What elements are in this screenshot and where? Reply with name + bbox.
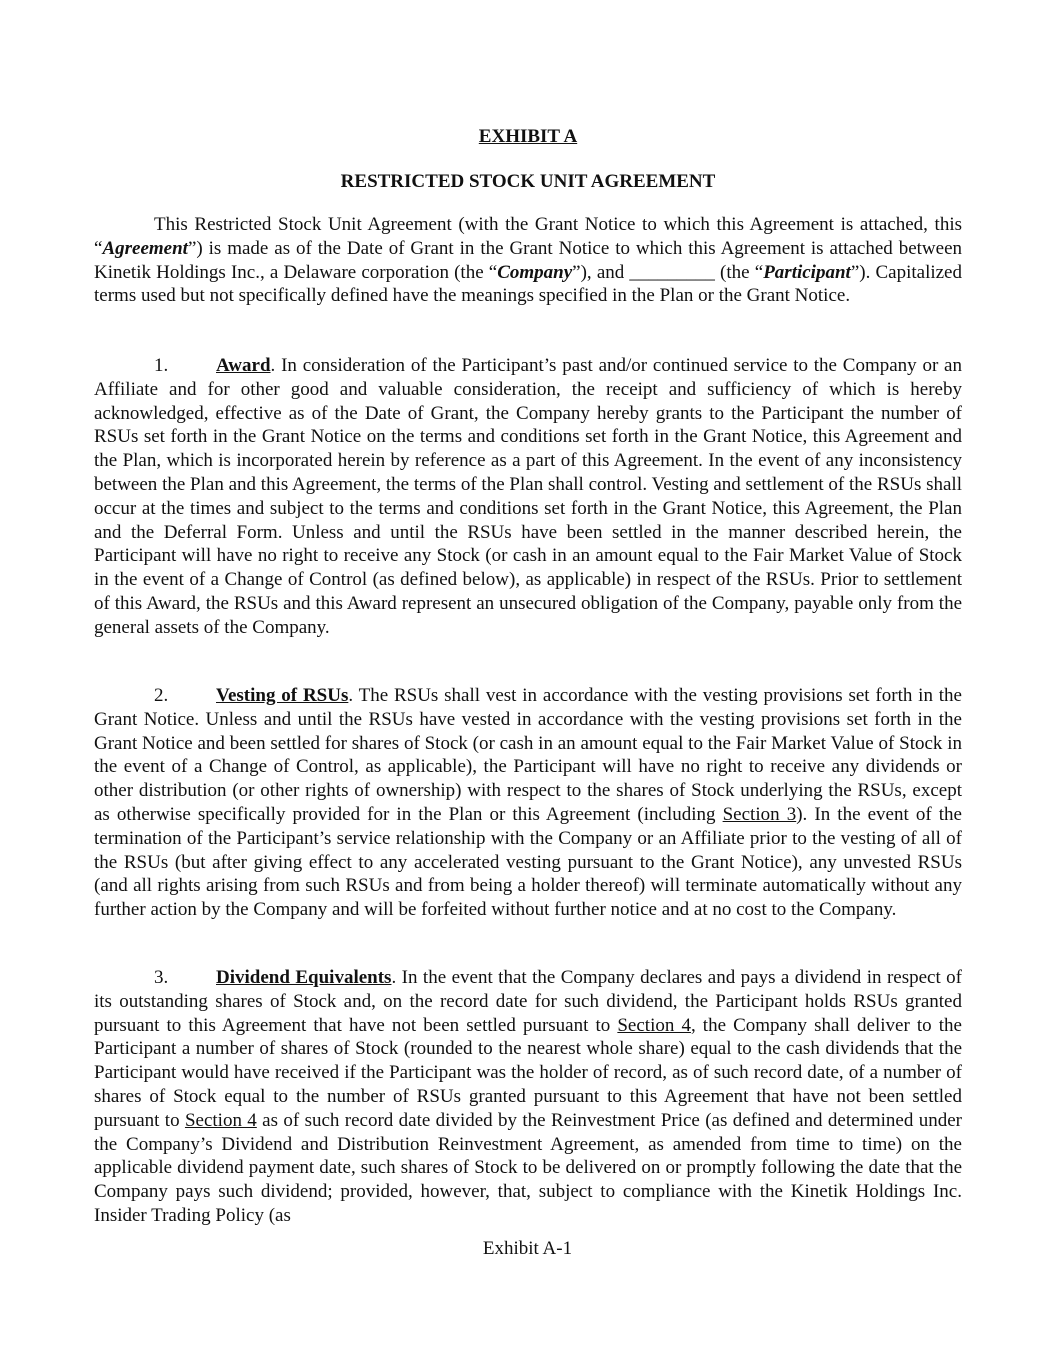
section-body: . In the event that the Company declares and pays a dividend in respect of its outstanding shares of Stock and, on the record date for such dividend, the Participant holds RSUs granted pursuant to this Agreement that have not been settled pursuant to — [94, 967, 963, 1036]
section-award — [94, 354, 962, 640]
section-heading: Vesting of RSUs — [216, 685, 349, 706]
section-dividend-equivalents — [94, 966, 962, 1228]
page-footer: Exhibit A-1 — [482, 1238, 573, 1259]
section-number: 3. — [154, 967, 169, 988]
section-heading: Dividend Equivalents — [216, 967, 392, 988]
section-body: . In consideration of the Participant’s past and/or continued service to the Company or an Affiliate and for other good and valuable consideration, the receipt and sufficiency of which is hereby acknowledged, effective as of the Date of Grant, the Company hereby grants to the Participant the number of RSUs set forth in the Grant Notice on the terms and conditions set forth in the Grant Notice, this Agreement and the Plan, which is incorporated herein by reference as a part of this Agreement. In the event of any inconsistency between the Plan and this Agreement, the terms of the Plan shall control. Vesting and settlement of the RSUs shall occur at the times and subject to the terms and conditions set forth in the Grant Notice, this Agreement, the Plan and the Deferral Form. Unless and until the RSUs have been settled in the manner described herein, the Participant will have no right to receive any Stock (or cash in an amount equal to the Fair Market Value of Stock in the event of a Change of Control (as defined below), as applicable) in respect of the RSUs. Prior to settlement of this Award, the RSUs and this Award represent an unsecured obligation of the Company, payable only from the general assets of the Company. — [94, 355, 962, 638]
section-body: . The RSUs shall vest in accordance with the vesting provisions set forth in the Grant Notice. Unless and until the RSUs have vested in accordance with the vesting provisions set forth in the Grant Notice and been settled for shares of Stock (or cash in an amount equal to the Fair Market Value of Stock in the event of a Change of Control, as applicable), the Participant will have no right to receive any dividends or other distribution (or other rights of ownership) with respect to the shares of Stock underlying the RSUs, except as otherwise specifically provided for in the Plan or this Agreement (including — [94, 685, 962, 825]
section-number: 1. — [154, 355, 169, 376]
exhibit-title: EXHIBIT A — [478, 126, 578, 147]
defined-term-company: Company — [497, 261, 573, 283]
intro-paragraph: This Restricted Stock Unit Agreement (with the Grant Notice to which this Agreement is attached, this “Agreement”) is made as of the Date of Grant in the Grant Notice to which this Agreement is attached between Kinetik Holdings Inc., a Delaware corporation (the “Company”), and _________ (the “Participant”). Capitalized terms used but not specifically defined have the meanings specified in the Plan or the Grant Notice. — [94, 214, 962, 307]
section-number: 2. — [154, 685, 169, 706]
section-heading: Award — [216, 355, 271, 376]
defined-term-participant: Participant — [763, 261, 851, 283]
section-reference: Section 4 — [184, 1109, 257, 1131]
section-reference: Section 3 — [722, 803, 797, 825]
section-reference: Section 4 — [617, 1014, 691, 1036]
section-body: ). In the event of the termination of the Participant’s service relationship with the Company or an Affiliate prior to the vesting of all of the RSUs (but after giving effect to any accelerated vesting pursuant to the Grant Notice), any unvested RSUs (and all rights arising from such RSUs and from being a holder thereof) will terminate automatically without any further action by the Company and will be forfeited without further notice and at no cost to the Company. — [94, 803, 962, 921]
section-body: as of such record date divided by the Reinvestment Price (as defined and determined under the Company’s Dividend and Distribution Reinvestment Agreement, as amended from time to time) on the applicable dividend payment date, such shares of Stock to be delivered on or promptly following the date that the Company pays such dividend; provided, however, that, subject to compliance with the Kinetik Holdings Inc. Insider Trading Policy (as — [94, 1109, 962, 1226]
defined-term-agreement: Agreement — [102, 237, 188, 259]
section-body: , the Company shall deliver to the Participant a number of shares of Stock (rounded to the nearest whole share) equal to the cash dividends that the Participant would have received if the Participant was the holder of record, as of such record date, of a number of shares of Stock equal to the number of RSUs granted pursuant to this Agreement that have not been settled pursuant to — [94, 1014, 962, 1131]
section-vesting — [94, 684, 962, 922]
document-title: RESTRICTED STOCK UNIT AGREEMENT — [340, 171, 716, 192]
